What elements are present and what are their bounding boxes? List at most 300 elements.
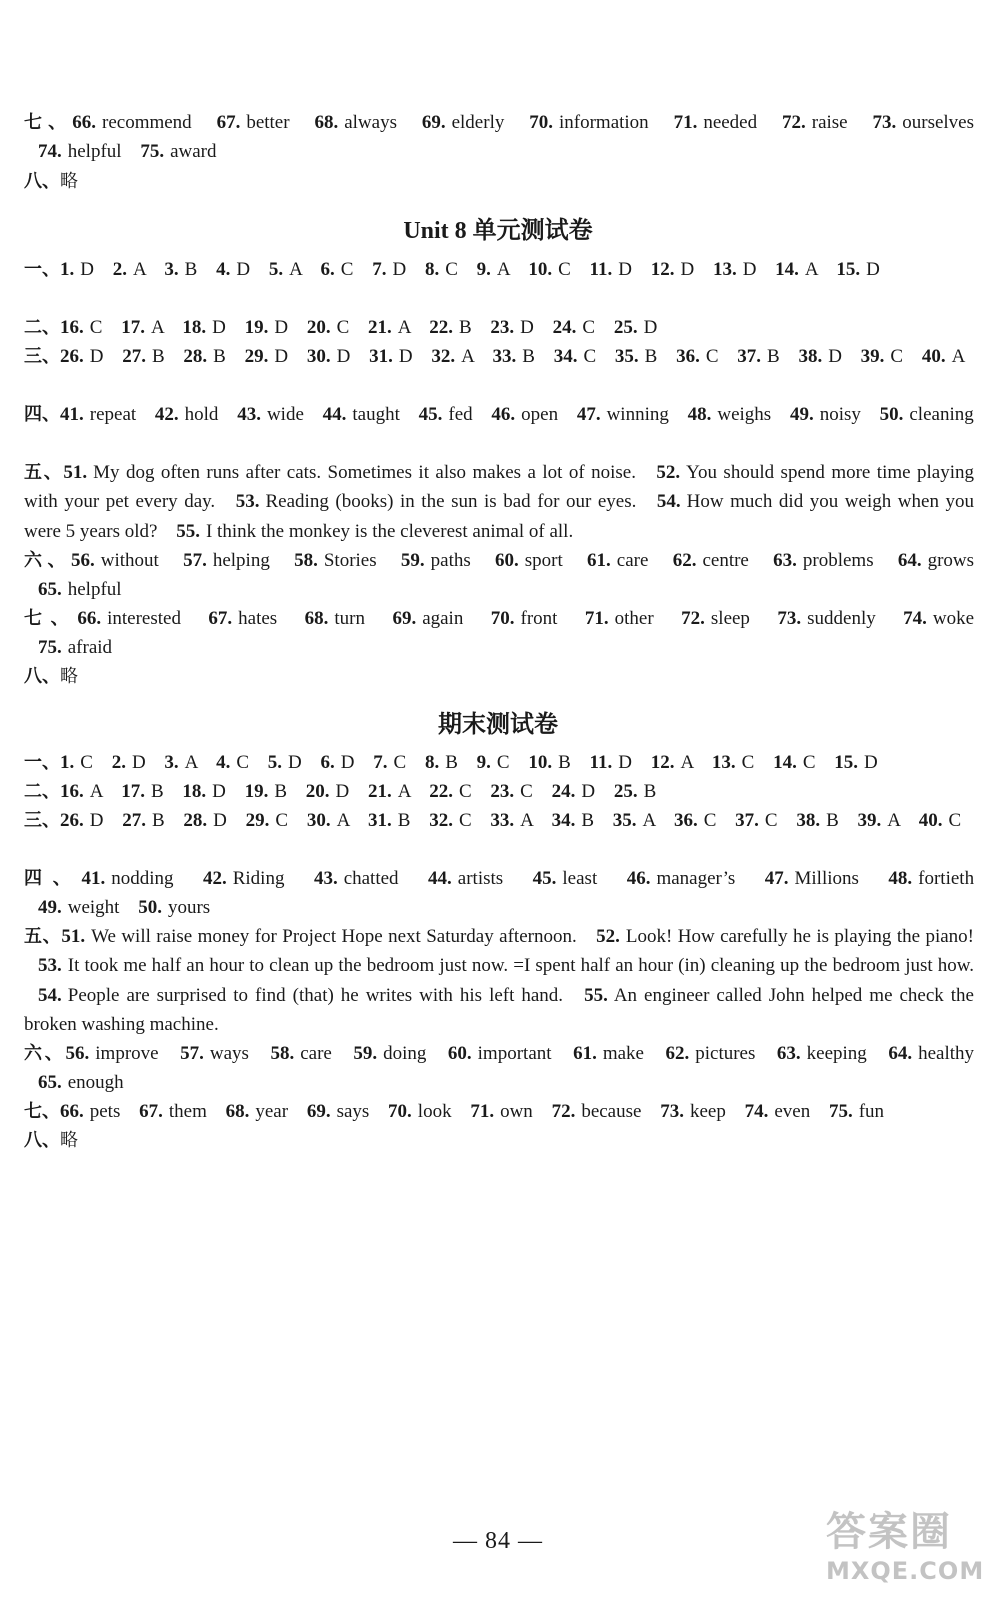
answer-text: award [170, 141, 217, 163]
answer-text: turn [334, 608, 365, 629]
answer-text: chatted [343, 868, 399, 889]
question-number: 34. [553, 346, 578, 367]
answer-text: improve [95, 1043, 159, 1064]
question-number: 43. [237, 404, 261, 425]
question-number: 39. [860, 346, 885, 367]
answer-text: hates [238, 608, 278, 629]
question-number: 49. [38, 897, 62, 919]
question-number: 69. [421, 112, 446, 133]
question-number: 7. [372, 259, 387, 280]
answer-text: Stories [323, 550, 377, 571]
question-number: 2. [112, 259, 127, 280]
answer-text: B [213, 346, 226, 367]
question-number: 46. [491, 404, 516, 425]
question-number: 33. [490, 810, 515, 831]
question-number: 57. [180, 1043, 204, 1064]
section-marker: 二、 [24, 317, 60, 338]
question-number: 15. [836, 259, 861, 280]
answer-text: D [131, 752, 146, 773]
answer-text: care [616, 550, 649, 571]
question-number: 20. [306, 317, 331, 338]
question-number: 35. [614, 346, 639, 367]
answer-text: D [618, 752, 632, 773]
question-number: 52. [596, 926, 620, 947]
final-exam-title: 期末测试卷 [438, 710, 558, 738]
answer-text: says [336, 1101, 370, 1122]
question-number: 37. [737, 346, 761, 367]
answer-text: healthy [918, 1043, 975, 1064]
answer-text: C [496, 752, 510, 773]
answer-text: C [582, 317, 596, 338]
question-number: 28. [183, 346, 208, 367]
watermark-site: MXQE.COM [826, 1557, 985, 1585]
answer-sentences [24, 458, 974, 546]
question-number: 65. [38, 579, 62, 601]
answer-text: A [184, 752, 198, 773]
question-number: 68. [314, 112, 339, 133]
question-number: 4. [216, 752, 231, 773]
question-number: 13. [711, 752, 736, 773]
answer-text: B [397, 810, 411, 831]
question-number: 43. [313, 868, 338, 889]
answer-text: D [581, 781, 596, 802]
answer-text: D [236, 259, 251, 280]
answer-text: sport [524, 550, 563, 571]
question-number: 47. [576, 404, 601, 425]
question-number: 5. [267, 752, 283, 773]
answer-text: B [184, 259, 198, 280]
answer-text: repeat [89, 404, 137, 425]
answer-text: D [520, 317, 534, 338]
question-number: 51. [61, 926, 86, 947]
question-number: 25. [613, 781, 638, 802]
question-number: 66. [60, 1101, 84, 1122]
omitted-answer: 略 [60, 171, 78, 192]
answer-text: weight [67, 897, 120, 919]
answer-text: C [80, 752, 93, 773]
answer-text: fortieth [918, 868, 975, 889]
question-number: 12. [650, 259, 675, 280]
question-number: 15. [834, 752, 859, 773]
answer-text: C [458, 810, 472, 831]
question-number: 10. [528, 752, 553, 773]
section-marker: 二、 [24, 781, 60, 802]
answer-text: A [336, 810, 350, 831]
answer-text: again [422, 608, 464, 629]
answer-text: Millions [794, 868, 859, 889]
question-number: 59. [400, 550, 425, 571]
answer-text: hold [184, 404, 219, 425]
question-number: 75. [828, 1101, 853, 1122]
answer-row [24, 806, 974, 835]
question-number: 24. [552, 317, 577, 338]
question-number: 3. [164, 259, 179, 280]
answer-text: A [89, 781, 103, 802]
answer-text: better [246, 112, 290, 133]
question-number: 31. [369, 346, 393, 367]
answer-text: D [340, 752, 355, 773]
answer-text: B [558, 752, 571, 773]
question-number: 11. [589, 259, 613, 280]
section-marker: 八、 [24, 1130, 60, 1151]
answer-text: My dog often runs after cats. Sometimes it also makes a lot of noise. [93, 462, 636, 483]
question-number: 71. [470, 1101, 495, 1122]
answer-row [24, 1097, 974, 1126]
question-number: 65. [38, 1072, 62, 1094]
answer-row [24, 546, 974, 605]
answer-text: make [602, 1043, 644, 1064]
answer-text: D [212, 317, 226, 338]
question-number: 8. [424, 752, 440, 773]
question-number: 54. [38, 984, 62, 1006]
question-number: 45. [418, 404, 443, 425]
question-number: 62. [665, 1043, 690, 1064]
question-number: 14. [775, 259, 799, 280]
question-number: 41. [81, 868, 106, 889]
answer-text: C [948, 810, 962, 831]
question-number: 44. [428, 868, 452, 889]
answer-row [24, 662, 974, 691]
section-marker: 一、 [24, 259, 60, 280]
answer-text: afraid [67, 637, 113, 659]
answer-text: B [522, 346, 535, 367]
answer-text: D [89, 810, 104, 831]
answer-text: C [89, 317, 103, 338]
question-number: 26. [60, 346, 84, 367]
answer-text: helping [212, 550, 270, 571]
answer-text: A [150, 317, 164, 338]
question-number: 56. [65, 1043, 90, 1064]
answer-text: It took me half an hour to clean up the bedroom just now. =I spent half an hour (in) cleaning up the bedroom just how. [67, 955, 974, 977]
question-number: 25. [613, 317, 638, 338]
question-number: 8. [424, 259, 440, 280]
unit8-title: Unit 8 单元测试卷 [403, 218, 593, 244]
question-number: 41. [60, 404, 84, 425]
answer-text: own [500, 1101, 533, 1122]
answer-text: A [887, 810, 900, 831]
question-number: 36. [673, 810, 698, 831]
question-number: 60. [495, 550, 519, 571]
answer-text: C [393, 752, 407, 773]
answer-text: C [520, 781, 533, 802]
section-marker: 三、 [24, 810, 60, 831]
question-number: 47. [764, 868, 789, 889]
answer-text: D [336, 346, 351, 367]
question-number: 54. [656, 491, 681, 513]
question-number: 75. [140, 141, 165, 163]
question-number: 32. [429, 810, 453, 831]
answer-text: C [703, 810, 717, 831]
answer-text: them [168, 1101, 207, 1122]
section-marker: 七、 [24, 608, 78, 629]
answer-text: Riding [232, 868, 285, 889]
answer-text: information [558, 112, 649, 133]
answer-text: D [392, 259, 407, 280]
answer-text: doing [383, 1043, 427, 1064]
answer-text: B [151, 346, 165, 367]
question-number: 38. [798, 346, 823, 367]
answer-text: A [397, 317, 411, 338]
answer-text: A [642, 810, 656, 831]
question-number: 50. [138, 897, 162, 919]
question-number: 30. [306, 346, 331, 367]
question-number: 29. [244, 346, 269, 367]
question-number: 68. [304, 608, 329, 629]
answer-text: yours [167, 897, 211, 919]
answer-text: D [864, 752, 878, 773]
question-number: 32. [431, 346, 456, 367]
question-number: 40. [921, 346, 946, 367]
answer-text: keep [689, 1101, 726, 1122]
answer-text: I think the monkey is the cleverest animal of all. [205, 520, 574, 542]
question-number: 63. [773, 550, 797, 571]
answer-text: sleep [710, 608, 750, 629]
question-number: 52. [656, 462, 681, 483]
answer-text: C [275, 810, 289, 831]
question-number: 19. [244, 781, 269, 802]
answer-text: A [132, 259, 146, 280]
answer-text: important [477, 1043, 552, 1064]
answer-text: B [581, 810, 595, 831]
question-number: 29. [245, 810, 270, 831]
answer-text: A [520, 810, 533, 831]
answer-text: front [520, 608, 558, 629]
question-number: 64. [888, 1043, 913, 1064]
answer-text: C [336, 317, 350, 338]
answer-text: D [335, 781, 350, 802]
section-marker: 五、 [24, 926, 62, 947]
question-number: 22. [429, 781, 453, 802]
question-number: 73. [872, 112, 897, 133]
question-number: 1. [60, 259, 75, 280]
question-number: 66. [72, 112, 96, 133]
question-number: 38. [796, 810, 821, 831]
answer-text: winning [606, 404, 669, 425]
section-marker: 八、 [24, 171, 60, 192]
question-number: 46. [626, 868, 651, 889]
answer-text: A [397, 781, 411, 802]
answer-text: always [344, 112, 397, 133]
answer-text: noisy [819, 404, 861, 425]
question-number: 6. [320, 259, 335, 280]
question-number: 35. [612, 810, 637, 831]
answer-text: because [581, 1101, 642, 1122]
question-number: 23. [490, 781, 515, 802]
question-number: 18. [182, 781, 207, 802]
question-number: 70. [490, 608, 515, 629]
answer-text: B [826, 810, 839, 831]
section-marker: 六、 [24, 550, 72, 571]
answer-text: Reading (books) in the sun is bad for our eyes. [265, 491, 637, 513]
answer-text: wide [266, 404, 304, 425]
answer-text: helpful [67, 141, 122, 163]
question-number: 20. [305, 781, 330, 802]
question-number: 51. [63, 462, 88, 483]
answer-text: People are surprised to find (that) he writes with his left hand. [67, 984, 564, 1006]
question-number: 56. [71, 550, 95, 571]
answer-text: pictures [695, 1043, 756, 1064]
answer-text: You should spend more time playing with your pet every day. [24, 462, 975, 513]
section-marker: 八、 [24, 666, 60, 687]
answer-row [24, 604, 974, 663]
question-number: 61. [573, 1043, 597, 1064]
question-number: 74. [38, 141, 62, 163]
question-number: 16. [60, 317, 84, 338]
answer-text: elderly [451, 112, 505, 133]
question-number: 67. [139, 1101, 163, 1122]
answer-row [24, 864, 974, 923]
question-number: 27. [122, 810, 146, 831]
answer-text: cleaning [909, 404, 974, 425]
question-number: 71. [584, 608, 609, 629]
question-number: 64. [897, 550, 922, 571]
question-number: 72. [681, 608, 705, 629]
answer-text: centre [702, 550, 749, 571]
answer-text: D [742, 259, 757, 280]
answer-text: C [445, 259, 458, 280]
question-number: 31. [368, 810, 392, 831]
section-marker: 七、 [24, 112, 73, 133]
answer-text: C [802, 752, 816, 773]
question-number: 57. [183, 550, 207, 571]
question-number: 50. [879, 404, 904, 425]
question-number: 58. [270, 1043, 295, 1064]
question-number: 42. [202, 868, 227, 889]
question-number: 68. [225, 1101, 250, 1122]
question-number: 70. [388, 1101, 412, 1122]
answer-text: D [288, 752, 302, 773]
answer-row [24, 1126, 974, 1155]
answer-text: B [151, 810, 165, 831]
answer-text: year [255, 1101, 289, 1122]
answer-text: D [89, 346, 104, 367]
answer-text: D [213, 810, 227, 831]
answer-text: D [866, 259, 880, 280]
question-number: 1. [60, 752, 75, 773]
answer-text: C [890, 346, 904, 367]
question-number: 16. [60, 781, 84, 802]
question-number: 67. [216, 112, 241, 133]
answer-text: B [458, 317, 472, 338]
answer-row [24, 748, 974, 777]
answer-text: C [583, 346, 597, 367]
answer-text: paths [430, 550, 471, 571]
section-marker: 五、 [24, 462, 64, 483]
question-number: 10. [528, 259, 553, 280]
answer-text: C [764, 810, 778, 831]
answer-text: open [521, 404, 559, 425]
answer-text: even [774, 1101, 811, 1122]
question-number: 58. [294, 550, 318, 571]
answer-text: A [680, 752, 694, 773]
answer-text: D [274, 346, 289, 367]
answer-text: ourselves [902, 112, 975, 133]
answer-text: C [705, 346, 719, 367]
question-number: 4. [216, 259, 231, 280]
answer-text: A [804, 259, 818, 280]
answer-text: without [100, 550, 159, 571]
answer-text: B [445, 752, 458, 773]
question-number: 71. [673, 112, 698, 133]
question-number: 18. [182, 317, 207, 338]
answer-text: D [618, 259, 632, 280]
question-number: 74. [903, 608, 927, 629]
question-number: 39. [857, 810, 882, 831]
question-number: 17. [121, 781, 145, 802]
question-number: 2. [111, 752, 126, 773]
answer-text: fun [858, 1101, 885, 1122]
question-number: 22. [429, 317, 453, 338]
question-number: 53. [38, 955, 62, 977]
question-number: 59. [353, 1043, 378, 1064]
question-number: 53. [235, 491, 260, 513]
page-number: — 84 — [453, 1528, 543, 1554]
answer-text: raise [811, 112, 848, 133]
answer-text: helpful [67, 579, 122, 601]
question-number: 55. [176, 520, 200, 542]
section-marker: 四、 [24, 404, 60, 425]
answer-text: B [644, 346, 658, 367]
answer-text: D [212, 781, 226, 802]
question-number: 42. [154, 404, 179, 425]
question-number: 19. [244, 317, 269, 338]
question-number: 9. [476, 752, 491, 773]
watermark-logo [826, 1500, 985, 1590]
answer-text: care [300, 1043, 332, 1064]
answer-row [24, 1039, 974, 1098]
answer-text: woke [932, 608, 975, 629]
answer-text: least [562, 868, 598, 889]
section-marker: 六、 [24, 1043, 66, 1064]
question-number: 13. [712, 259, 737, 280]
question-number: 17. [121, 317, 145, 338]
question-number: 72. [782, 112, 806, 133]
answer-text: look [417, 1101, 452, 1122]
section-marker: 一、 [24, 752, 60, 773]
question-number: 27. [122, 346, 146, 367]
answer-text: D [828, 346, 842, 367]
answer-text: C [558, 259, 571, 280]
question-number: 73. [777, 608, 802, 629]
question-number: 5. [268, 259, 284, 280]
answer-text: taught [352, 404, 400, 425]
answer-row [24, 313, 974, 342]
question-number: 66. [77, 608, 102, 629]
answer-text: weighs [717, 404, 772, 425]
question-number: 61. [587, 550, 611, 571]
answer-text: recommend [102, 112, 192, 133]
answer-row [24, 342, 974, 371]
question-number: 67. [208, 608, 233, 629]
answer-text: interested [107, 608, 181, 629]
question-number: 30. [306, 810, 331, 831]
question-number: 49. [789, 404, 814, 425]
answer-text: A [289, 259, 302, 280]
answer-text: D [643, 317, 658, 338]
answer-row [24, 400, 974, 429]
answer-text: grows [927, 550, 975, 571]
question-number: 55. [584, 984, 608, 1006]
omitted-answer: 略 [60, 666, 78, 687]
omitted-answer: 略 [60, 1130, 78, 1151]
answer-text: nodding [111, 868, 174, 889]
question-number: 45. [532, 868, 557, 889]
answer-text: How much did you weigh when you were 5 years old? [24, 491, 975, 542]
question-number: 11. [589, 752, 613, 773]
answer-text: C [340, 259, 354, 280]
answer-text: fed [448, 404, 473, 425]
question-number: 26. [60, 810, 84, 831]
